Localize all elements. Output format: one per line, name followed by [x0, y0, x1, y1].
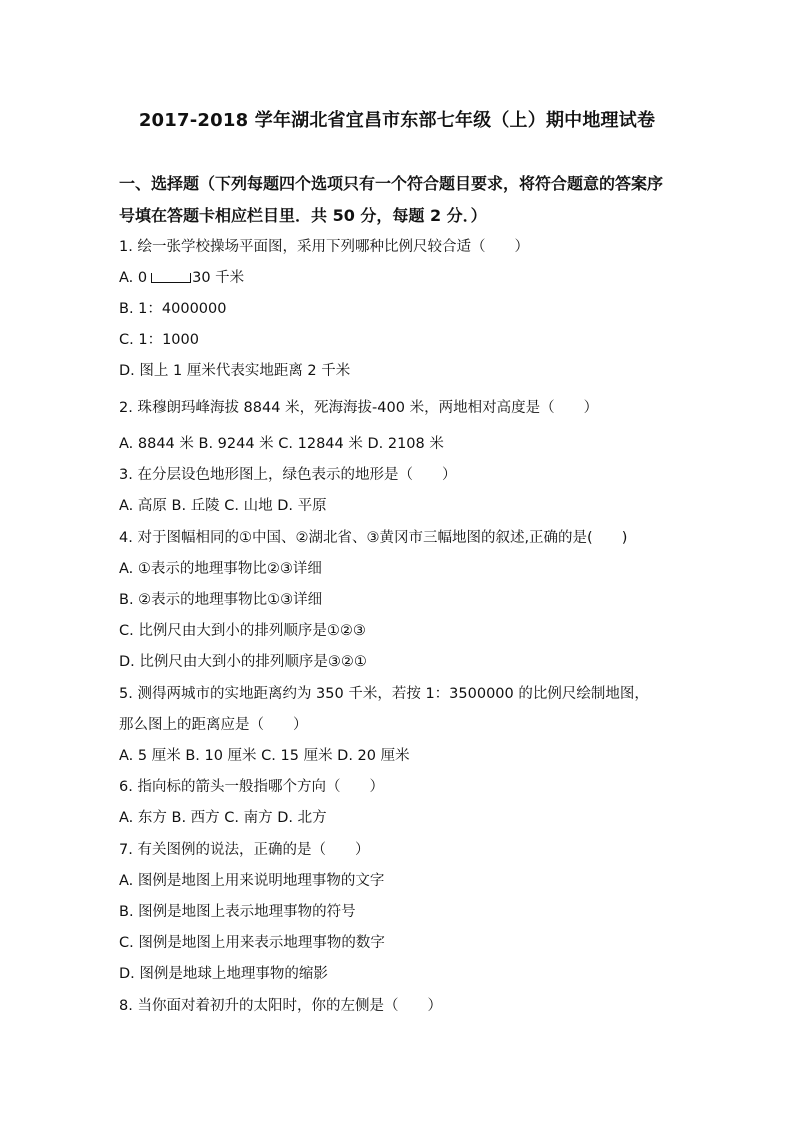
question-6-options: A. 东方 B. 西方 C. 南方 D. 北方 — [119, 810, 327, 826]
section-heading-line-2: 号填在答题卡相应栏目里．共 50 分，每题 2 分．） — [119, 206, 487, 225]
question-5-options: A. 5 厘米 B. 10 厘米 C. 15 厘米 D. 20 厘米 — [119, 748, 410, 764]
question-3-options: A. 高原 B. 丘陵 C. 山地 D. 平原 — [119, 498, 327, 514]
question-4-option-d: D. 比例尺由大到小的排列顺序是③②① — [119, 654, 367, 670]
question-8-stem: 8. 当你面对着初升的太阳时，你的左侧是（ ） — [119, 998, 442, 1014]
question-4-stem: 4. 对于图幅相同的①中国、②湖北省、③黄冈市三幅地图的叙述,正确的是( ) — [119, 530, 628, 546]
question-6-stem: 6. 指向标的箭头一般指哪个方向（ ） — [119, 779, 384, 795]
question-4-option-a: A. ①表示的地理事物比②③详细 — [119, 561, 322, 577]
question-1-stem: 1. 绘一张学校操场平面图，采用下列哪种比例尺较合适（ ） — [119, 239, 529, 255]
question-1-option-c: C. 1：1000 — [119, 332, 199, 348]
question-7-stem: 7. 有关图例的说法，正确的是（ ） — [119, 842, 370, 858]
question-2-options: A. 8844 米 B. 9244 米 C. 12844 米 D. 2108 米 — [119, 436, 444, 452]
question-1-option-b: B. 1：4000000 — [119, 301, 227, 317]
page-title: 2017-2018 学年湖北省宜昌市东部七年级（上）期中地理试卷 — [138, 110, 656, 131]
option-a-suffix: 30 千米 — [192, 270, 245, 286]
question-1-option-d: D. 图上 1 厘米代表实地距离 2 千米 — [119, 363, 351, 379]
question-7-option-d: D. 图例是地球上地理事物的缩影 — [119, 966, 328, 982]
question-3-stem: 3. 在分层设色地形图上，绿色表示的地形是（ ） — [119, 467, 457, 483]
section-heading — [119, 168, 679, 232]
scale-bar-icon — [151, 273, 191, 283]
section-heading-line-1: 一、选择题（下列每题四个选项只有一个符合题目要求，将符合题意的答案序 — [119, 174, 664, 193]
question-5-stem-line-2: 那么图上的距离应是（ ） — [119, 717, 308, 733]
question-1-option-a — [119, 268, 244, 288]
question-4-option-c: C. 比例尺由大到小的排列顺序是①②③ — [119, 623, 366, 639]
question-7-option-c: C. 图例是地图上用来表示地理事物的数字 — [119, 935, 385, 951]
option-a-prefix: A. 0 — [119, 270, 148, 286]
question-5-stem-line-1: 5. 测得两城市的实地距离约为 350 千米，若按 1：3500000 的比例尺绘制地图， — [119, 686, 649, 702]
question-2-stem: 2. 珠穆朗玛峰海拔 8844 米，死海海拔-400 米，两地相对高度是（ ） — [119, 400, 599, 416]
question-4-option-b: B. ②表示的地理事物比①③详细 — [119, 592, 323, 608]
question-7-option-b: B. 图例是地图上表示地理事物的符号 — [119, 904, 356, 920]
question-7-option-a: A. 图例是地图上用来说明地理事物的文字 — [119, 873, 385, 889]
